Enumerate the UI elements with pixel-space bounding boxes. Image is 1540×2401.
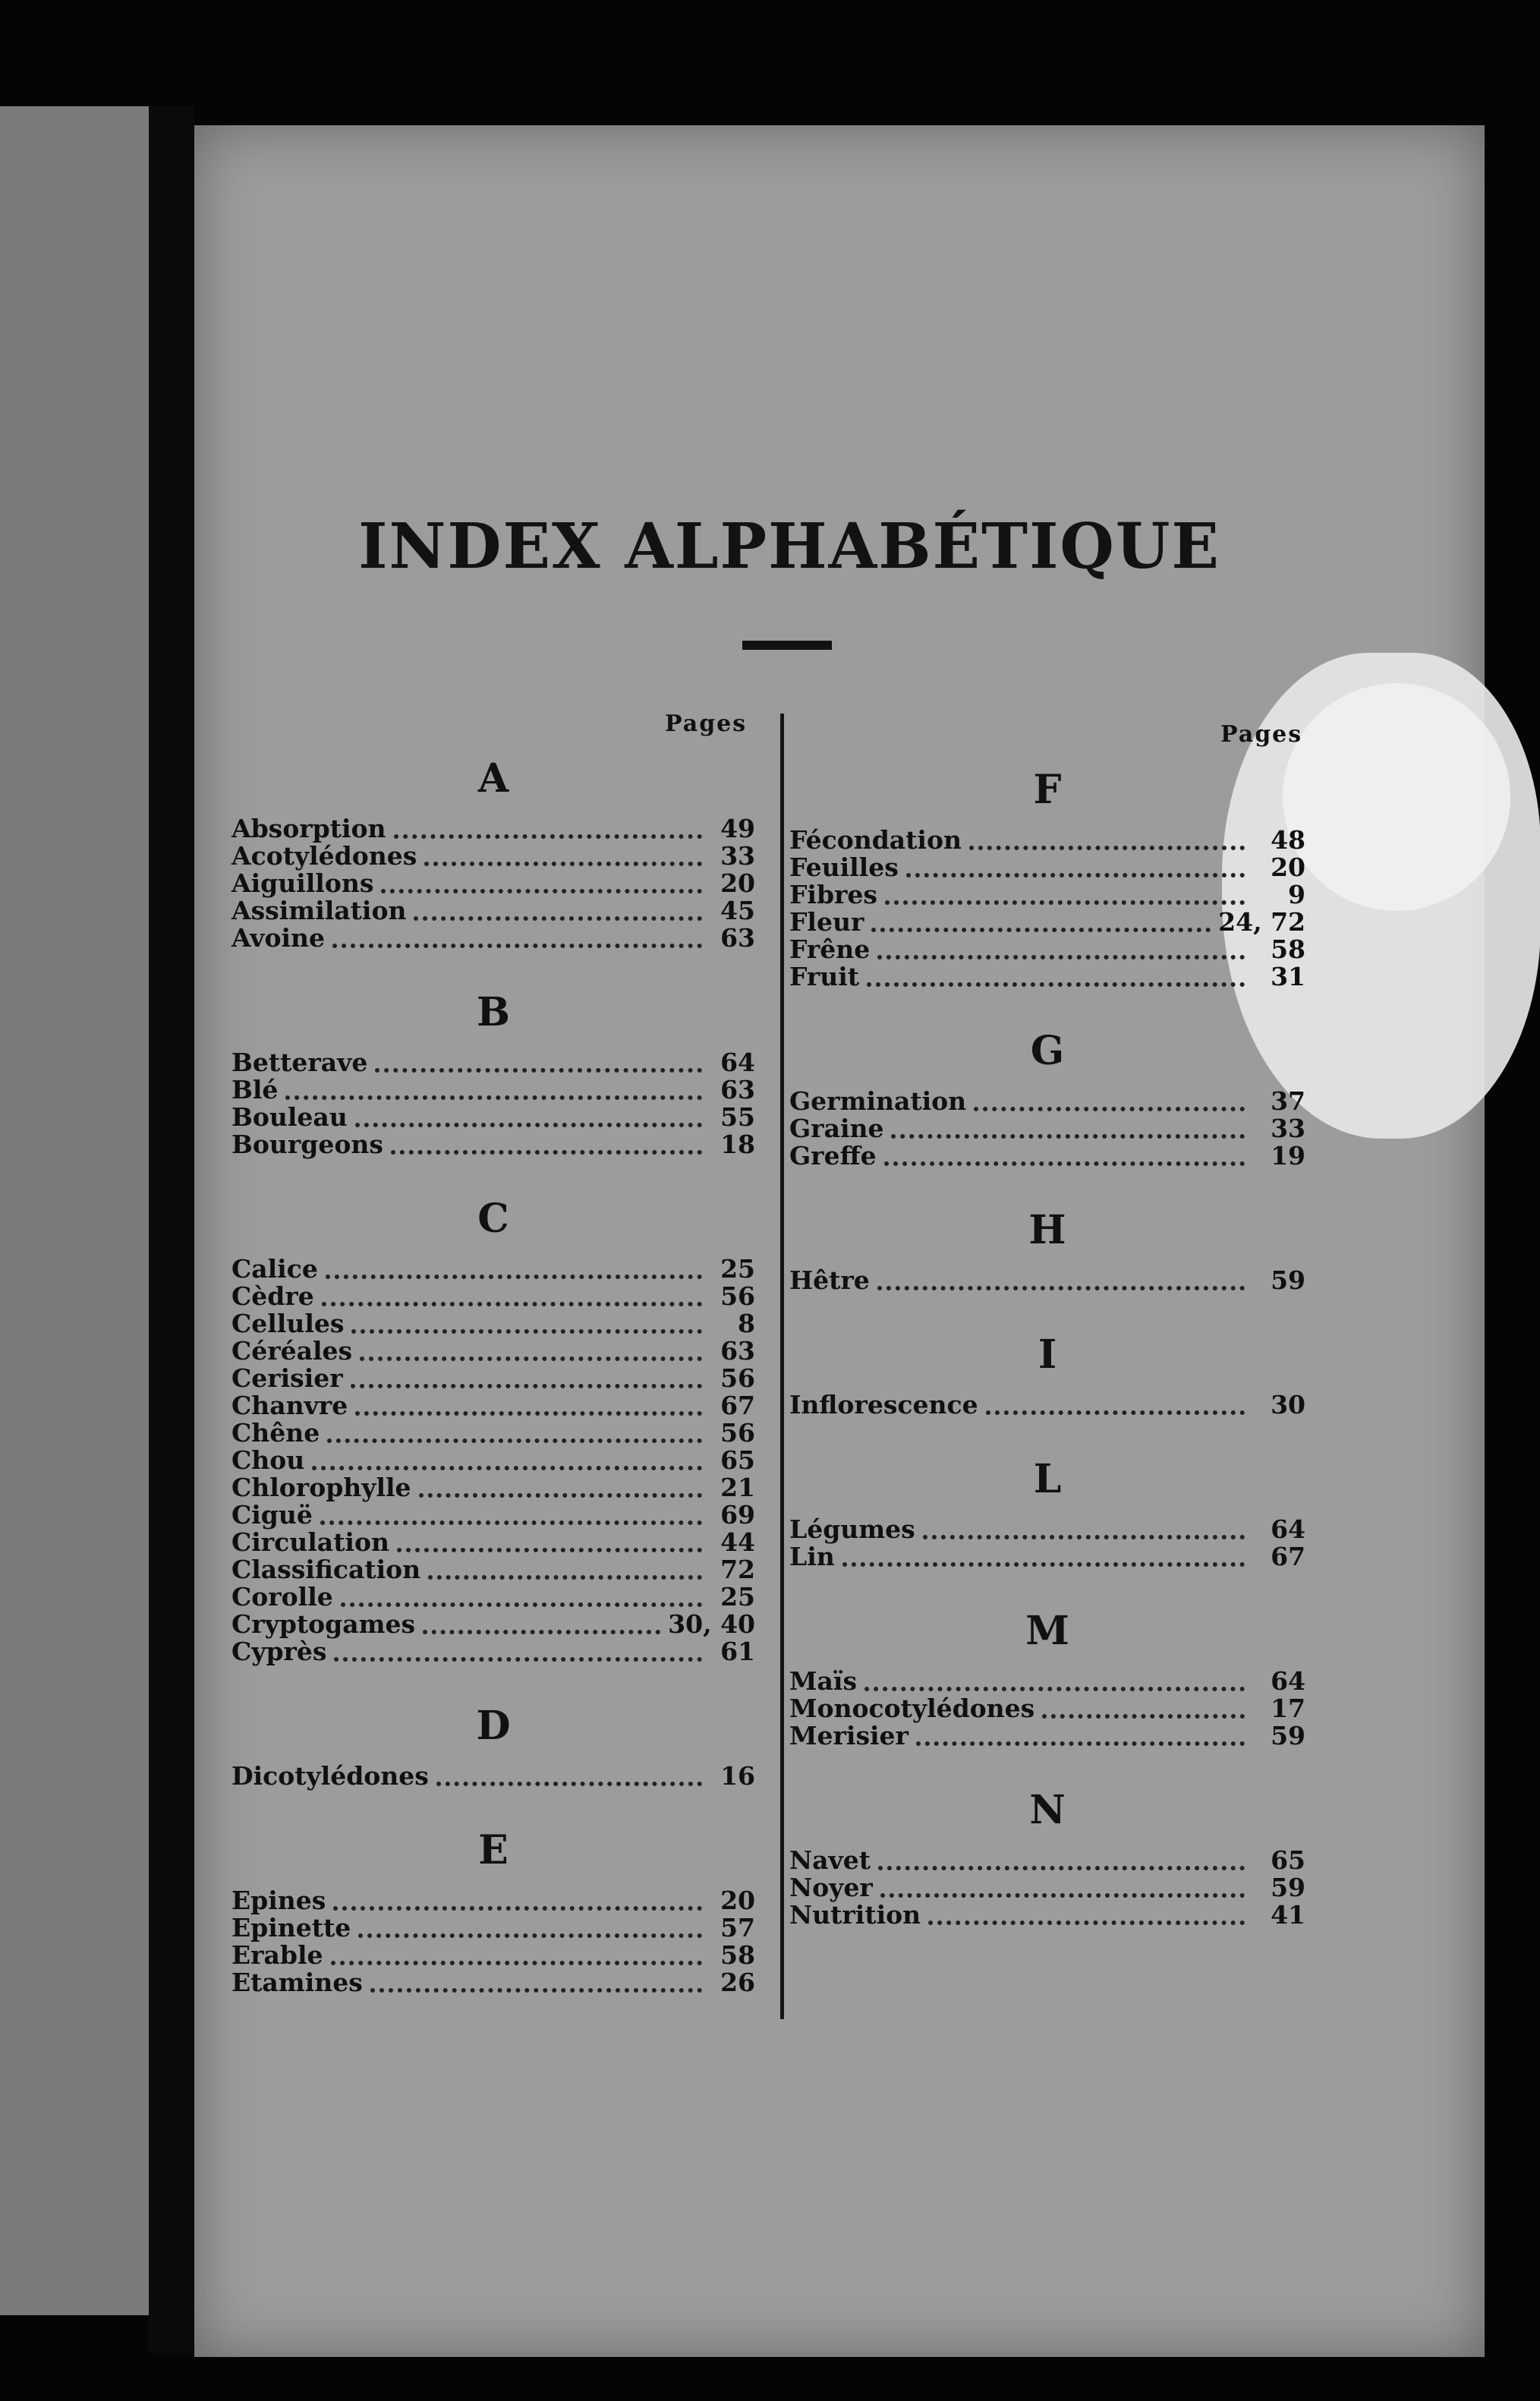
entry-page-number: 67 xyxy=(720,1391,755,1420)
entry-term: Blé xyxy=(231,1075,279,1104)
entry-page-number: 33 xyxy=(720,841,755,871)
dot-leader xyxy=(986,1410,1245,1415)
entry-page-number: 59 xyxy=(1271,1265,1305,1295)
book-spine xyxy=(149,106,194,2353)
entry-page-number: 48 xyxy=(1271,825,1305,855)
paper-stain-core xyxy=(1283,683,1510,911)
dot-leader xyxy=(877,955,1245,959)
index-entry xyxy=(231,1076,755,1104)
entry-term: Céréales xyxy=(231,1336,353,1366)
entry-term: Fruit xyxy=(789,962,860,991)
index-entry-list xyxy=(231,1256,755,1665)
entry-page-number: 61 xyxy=(720,1637,755,1666)
entry-page-number: 26 xyxy=(720,1968,755,1997)
dot-leader xyxy=(928,1920,1245,1925)
entry-term: Cellules xyxy=(231,1309,345,1338)
section-letter: B xyxy=(477,989,510,1035)
dot-leader xyxy=(360,1356,702,1361)
index-entry xyxy=(789,936,1305,963)
entry-term: Fleur xyxy=(789,907,864,937)
index-entry xyxy=(231,925,755,952)
index-section-a xyxy=(231,751,755,952)
dot-leader xyxy=(394,834,702,839)
dot-leader xyxy=(351,1329,702,1334)
dot-leader xyxy=(332,944,702,948)
entry-term: Chêne xyxy=(231,1418,320,1448)
entry-page-number: 59 xyxy=(1271,1721,1305,1750)
entry-term: Acotylédones xyxy=(231,841,417,871)
index-entry xyxy=(789,1543,1305,1571)
dot-leader xyxy=(867,982,1245,987)
entry-term: Greffe xyxy=(789,1141,877,1171)
entry-term: Betterave xyxy=(231,1048,368,1077)
index-entry xyxy=(789,963,1305,991)
index-entry xyxy=(789,827,1305,854)
entry-term: Bouleau xyxy=(231,1102,348,1132)
left-pages-header: Pages xyxy=(665,711,748,737)
entry-term: Nutrition xyxy=(789,1900,921,1930)
index-entry xyxy=(231,1611,755,1638)
dot-leader xyxy=(842,1562,1245,1567)
dot-leader xyxy=(334,1657,702,1662)
entry-page-number: 63 xyxy=(720,1075,755,1104)
index-entry xyxy=(231,1887,755,1914)
index-entry-list xyxy=(789,1847,1305,1929)
index-entry xyxy=(789,1722,1305,1750)
dot-leader xyxy=(423,1630,660,1634)
dot-leader xyxy=(320,1520,702,1525)
entry-page-number: 57 xyxy=(720,1913,755,1943)
dot-leader xyxy=(878,1866,1245,1870)
entry-term: Chou xyxy=(231,1445,305,1475)
entry-term: Chlorophylle xyxy=(231,1473,411,1502)
index-entry xyxy=(789,1516,1305,1543)
entry-page-number: 64 xyxy=(1271,1514,1305,1544)
dot-leader xyxy=(885,900,1245,905)
entry-term: Cryptogames xyxy=(231,1609,416,1639)
entry-term: Cerisier xyxy=(231,1363,343,1393)
entry-page-number: 58 xyxy=(720,1940,755,1970)
index-entry xyxy=(231,1942,755,1969)
facing-page-edge xyxy=(0,106,149,2315)
entry-page-number: 45 xyxy=(720,896,755,925)
section-letter: D xyxy=(476,1703,511,1749)
section-letter: N xyxy=(1029,1787,1066,1833)
index-section-i xyxy=(789,1328,1305,1419)
index-entry xyxy=(231,870,755,897)
entry-page-number: 9 xyxy=(1288,880,1305,909)
entry-term: Dicotylédones xyxy=(231,1761,429,1791)
index-entry xyxy=(231,1283,755,1310)
dot-leader xyxy=(322,1302,702,1306)
entry-term: Circulation xyxy=(231,1527,389,1557)
dot-leader xyxy=(424,862,702,866)
entry-page-number: 31 xyxy=(1271,962,1305,991)
dot-leader xyxy=(974,1107,1245,1111)
entry-term: Corolle xyxy=(231,1582,333,1612)
index-entry xyxy=(231,815,755,843)
entry-page-number: 58 xyxy=(1271,934,1305,964)
index-entry xyxy=(231,1419,755,1447)
entry-term: Merisier xyxy=(789,1721,909,1750)
index-entry xyxy=(231,1529,755,1556)
index-entry xyxy=(231,1474,755,1501)
entry-page-number: 59 xyxy=(1271,1873,1305,1902)
dot-leader xyxy=(326,1275,702,1279)
entry-page-number: 30, 40 xyxy=(668,1609,755,1639)
entry-term: Cèdre xyxy=(231,1281,314,1311)
index-entry xyxy=(789,881,1305,909)
entry-term: Ciguë xyxy=(231,1500,313,1530)
index-entry-list xyxy=(789,1391,1305,1419)
section-letter: A xyxy=(477,755,509,802)
entry-term: Germination xyxy=(789,1086,967,1116)
entry-term: Classification xyxy=(231,1555,421,1584)
dot-leader xyxy=(891,1134,1245,1139)
index-entry xyxy=(231,1049,755,1076)
entry-term: Absorption xyxy=(231,814,386,843)
dot-leader xyxy=(333,1906,702,1911)
index-entry-list xyxy=(231,1763,755,1790)
index-entry xyxy=(789,1142,1305,1170)
entry-term: Graine xyxy=(789,1114,884,1143)
index-entry xyxy=(231,1392,755,1419)
index-entry-list xyxy=(231,815,755,952)
entry-page-number: 72 xyxy=(720,1555,755,1584)
entry-page-number: 56 xyxy=(720,1363,755,1393)
index-entry xyxy=(789,909,1305,936)
dot-leader xyxy=(397,1548,702,1552)
entry-page-number: 16 xyxy=(720,1761,755,1791)
entry-page-number: 17 xyxy=(1271,1694,1305,1723)
index-entry xyxy=(231,1638,755,1665)
index-entry xyxy=(789,1391,1305,1419)
index-section-n xyxy=(789,1783,1305,1929)
dot-leader xyxy=(381,889,702,893)
dot-leader xyxy=(370,1988,702,1993)
entry-page-number: 69 xyxy=(720,1500,755,1530)
index-section-m xyxy=(789,1604,1305,1750)
entry-page-number: 33 xyxy=(1271,1114,1305,1143)
dot-leader xyxy=(906,873,1245,878)
index-entry xyxy=(231,897,755,925)
index-section-l xyxy=(789,1452,1305,1571)
entry-term: Maïs xyxy=(789,1666,858,1696)
index-section-f xyxy=(789,763,1305,991)
entry-page-number: 19 xyxy=(1271,1141,1305,1171)
dot-leader xyxy=(358,1933,702,1938)
index-entry xyxy=(789,1695,1305,1722)
entry-term: Avoine xyxy=(231,923,325,953)
index-entry xyxy=(231,1310,755,1338)
dot-leader xyxy=(884,1161,1245,1166)
entry-page-number: 63 xyxy=(720,923,755,953)
dot-leader xyxy=(923,1535,1245,1539)
dot-leader xyxy=(351,1384,702,1388)
dot-leader xyxy=(355,1411,702,1416)
entry-term: Epines xyxy=(231,1886,326,1915)
dot-leader xyxy=(341,1602,702,1607)
index-entry xyxy=(231,1763,755,1790)
entry-term: Aiguillons xyxy=(231,868,374,898)
entry-page-number: 65 xyxy=(720,1445,755,1475)
entry-page-number: 20 xyxy=(720,868,755,898)
index-entry-list xyxy=(789,1088,1305,1170)
index-entry xyxy=(231,1556,755,1583)
index-entry xyxy=(789,1902,1305,1929)
entry-term: Chanvre xyxy=(231,1391,348,1420)
entry-page-number: 25 xyxy=(720,1254,755,1284)
entry-page-number: 65 xyxy=(1271,1845,1305,1875)
section-letter: L xyxy=(1033,1456,1062,1502)
section-letter: G xyxy=(1030,1028,1065,1074)
index-entry-list xyxy=(789,1267,1305,1294)
dot-leader xyxy=(355,1123,702,1127)
entry-term: Feuilles xyxy=(789,852,899,882)
section-letter: F xyxy=(1033,767,1062,813)
entry-page-number: 18 xyxy=(720,1130,755,1159)
index-entry xyxy=(789,1267,1305,1294)
entry-term: Fibres xyxy=(789,880,877,909)
section-letter: I xyxy=(1038,1331,1057,1378)
dot-leader xyxy=(916,1741,1245,1746)
entry-page-number: 49 xyxy=(720,814,755,843)
entry-page-number: 41 xyxy=(1271,1900,1305,1930)
entry-page-number: 64 xyxy=(1271,1666,1305,1696)
right-pages-header: Pages xyxy=(1220,721,1303,748)
entry-term: Légumes xyxy=(789,1514,915,1544)
index-entry-list xyxy=(789,827,1305,991)
index-entry xyxy=(789,1115,1305,1142)
entry-page-number: 44 xyxy=(720,1527,755,1557)
index-entry xyxy=(789,854,1305,881)
index-entry xyxy=(231,1914,755,1942)
index-section-h xyxy=(789,1203,1305,1294)
index-entry xyxy=(231,1338,755,1365)
index-entry xyxy=(231,1104,755,1131)
page-title: INDEX ALPHABÉTIQUE xyxy=(358,510,1220,583)
dot-leader xyxy=(331,1961,702,1965)
entry-page-number: 63 xyxy=(720,1336,755,1366)
index-entry xyxy=(231,1969,755,1996)
index-entry xyxy=(231,1256,755,1283)
index-entry xyxy=(231,843,755,870)
index-section-b xyxy=(231,985,755,1158)
dot-leader xyxy=(375,1068,702,1073)
entry-page-number: 55 xyxy=(720,1102,755,1132)
entry-term: Hêtre xyxy=(789,1265,870,1295)
entry-page-number: 21 xyxy=(720,1473,755,1502)
entry-term: Bourgeons xyxy=(231,1130,383,1159)
dot-leader xyxy=(391,1150,702,1155)
entry-page-number: 56 xyxy=(720,1418,755,1448)
index-section-d xyxy=(231,1699,755,1790)
entry-page-number: 20 xyxy=(1271,852,1305,882)
index-section-e xyxy=(231,1823,755,1996)
section-letter: E xyxy=(478,1827,509,1873)
entry-page-number: 8 xyxy=(738,1309,755,1338)
entry-term: Cyprès xyxy=(231,1637,327,1666)
entry-term: Fécondation xyxy=(789,825,962,855)
entry-page-number: 56 xyxy=(720,1281,755,1311)
index-entry xyxy=(231,1583,755,1611)
index-entry xyxy=(789,1668,1305,1695)
title-rule xyxy=(742,641,832,650)
left-index-column xyxy=(231,751,755,2030)
index-entry-list xyxy=(789,1668,1305,1750)
right-index-column xyxy=(789,763,1305,1962)
entry-term: Assimilation xyxy=(231,896,407,925)
index-entry-list xyxy=(231,1049,755,1158)
entry-term: Epinette xyxy=(231,1913,351,1943)
dot-leader xyxy=(436,1782,702,1786)
section-letter: C xyxy=(477,1196,509,1242)
index-entry xyxy=(789,1874,1305,1902)
section-letter: M xyxy=(1025,1608,1069,1654)
index-entry xyxy=(231,1365,755,1392)
entry-term: Etamines xyxy=(231,1968,363,1997)
entry-term: Lin xyxy=(789,1542,835,1571)
index-entry xyxy=(231,1131,755,1158)
entry-page-number: 64 xyxy=(720,1048,755,1077)
dot-leader xyxy=(419,1493,702,1498)
entry-term: Erable xyxy=(231,1940,323,1970)
index-entry xyxy=(231,1501,755,1529)
index-entry xyxy=(231,1447,755,1474)
index-entry xyxy=(789,1847,1305,1874)
dot-leader xyxy=(871,928,1211,932)
entry-term: Monocotylédones xyxy=(789,1694,1035,1723)
dot-leader xyxy=(969,846,1245,850)
dot-leader xyxy=(428,1575,702,1580)
entry-term: Noyer xyxy=(789,1873,873,1902)
entry-term: Frêne xyxy=(789,934,871,964)
dot-leader xyxy=(414,916,702,921)
entry-term: Inflorescence xyxy=(789,1390,978,1419)
entry-page-number: 67 xyxy=(1271,1542,1305,1571)
dot-leader xyxy=(312,1466,702,1470)
entry-page-number: 24, 72 xyxy=(1218,907,1305,937)
dot-leader xyxy=(880,1893,1245,1898)
section-letter: H xyxy=(1028,1207,1066,1253)
index-entry-list xyxy=(789,1516,1305,1571)
entry-term: Navet xyxy=(789,1845,871,1875)
entry-page-number: 30 xyxy=(1271,1390,1305,1419)
dot-leader xyxy=(864,1687,1245,1691)
dot-leader xyxy=(877,1286,1245,1290)
index-entry xyxy=(789,1088,1305,1115)
dot-leader xyxy=(327,1438,702,1443)
entry-page-number: 37 xyxy=(1271,1086,1305,1116)
dot-leader xyxy=(285,1095,702,1100)
entry-page-number: 25 xyxy=(720,1582,755,1612)
index-section-c xyxy=(231,1192,755,1665)
entry-page-number: 20 xyxy=(720,1886,755,1915)
index-section-g xyxy=(789,1024,1305,1170)
dot-leader xyxy=(1042,1714,1245,1719)
index-entry-list xyxy=(231,1887,755,1996)
column-divider xyxy=(780,714,784,2019)
entry-term: Calice xyxy=(231,1254,318,1284)
